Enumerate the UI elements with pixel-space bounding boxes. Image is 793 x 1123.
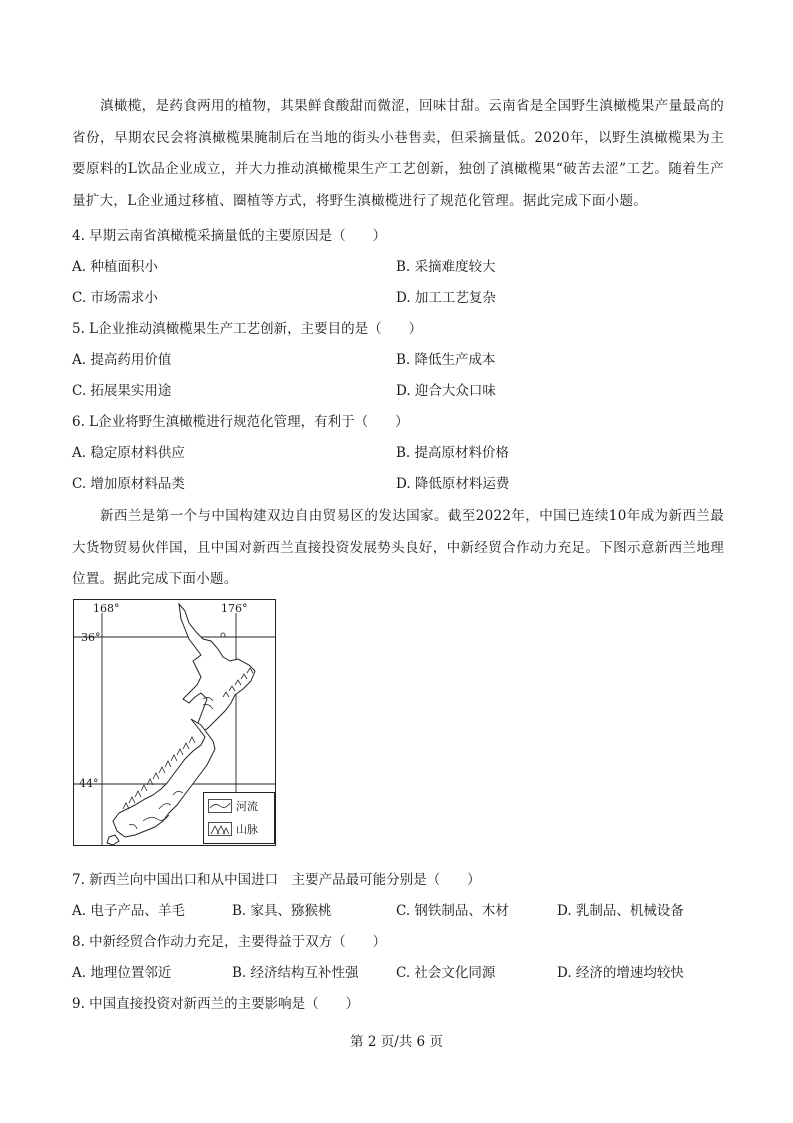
question-9-stem: 9. 中国直接投资对新西兰的主要影响是（ ） (72, 996, 360, 1012)
question-7-stem: 7. 新西兰向中国出口和从中国进口 主要产品最可能分别是（ ） (72, 872, 481, 888)
latitude-36-label: 36° (81, 631, 101, 644)
q4-option-c: C. 市场需求小 (72, 290, 158, 306)
q6-option-d: D. 降低原材料运费 (396, 476, 510, 492)
q7-option-b: B. 家具、猕猴桃 (232, 903, 332, 919)
q7-option-c: C. 钢铁制品、木材 (396, 903, 509, 919)
question-4-stem: 4. 早期云南省滇橄榄采摘量低的主要原因是（ ） (72, 228, 387, 244)
q4-option-d: D. 加工工艺复杂 (396, 290, 496, 306)
q8-option-c: C. 社会文化同源 (396, 965, 496, 981)
q6-option-c: C. 增加原材料品类 (72, 476, 185, 492)
q7-option-a: A. 电子产品、羊毛 (72, 903, 185, 919)
passage-new-zealand: 新西兰是第一个与中国构建双边自由贸易区的发达国家。截至2022年，中国已连续10年成为新西兰最大货物贸易伙伴国，且中国对新西兰直接投资发展势头良好，中新经贸合作动力充足。下图示意新西兰地理位置。据此完成下面小题。 (72, 508, 724, 587)
longitude-168-label: 168° (93, 602, 120, 615)
legend-river-label: 河流 (236, 800, 258, 813)
river-icon (208, 799, 232, 813)
legend-river (208, 798, 258, 814)
new-zealand-map (73, 599, 277, 847)
question-6-stem: 6. L企业将野生滇橄榄进行规范化管理，有利于（ ） (72, 414, 409, 430)
map-legend (203, 792, 275, 844)
q8-option-b: B. 经济结构互补性强 (232, 965, 359, 981)
latitude-44-label: 44° (79, 777, 99, 790)
q8-option-d: D. 经济的增速均较快 (557, 965, 684, 981)
q6-option-a: A. 稳定原材料供应 (72, 445, 185, 461)
q5-option-a: A. 提高药用价值 (72, 352, 172, 368)
q7-option-d: D. 乳制品、机械设备 (557, 903, 684, 919)
q5-option-d: D. 迎合大众口味 (396, 383, 496, 399)
q5-option-b: B. 降低生产成本 (396, 352, 496, 368)
page-footer: 第 2 页/共 6 页 (350, 1034, 443, 1050)
q6-option-b: B. 提高原材料价格 (396, 445, 510, 461)
north-island (179, 604, 255, 731)
q4-option-a: A. 种植面积小 (72, 259, 158, 275)
passage-olive: 滇橄榄，是药食两用的植物，其果鲜食酸甜而微涩，回味甘甜。云南省是全国野生滇橄榄果产量最高的省份，早期农民会将滇橄榄果腌制后在当地的街头小巷售卖，但采摘量低。2020年，以野生滇橄榄果为主要原料的L饮品企业成立，并大力推动滇橄榄果生产工艺创新，独创了滇橄榄果“破苦去涩”工艺。随着生产量扩大，L企业通过移植、圈植等方式，将野生滇橄榄进行了规范化管理。据此完成下面小题。 (72, 98, 724, 209)
legend-mountain (208, 821, 258, 837)
question-8-stem: 8. 中新经贸合作动力充足，主要得益于双方（ ） (72, 934, 387, 950)
legend-mountain-label: 山脉 (236, 823, 258, 836)
small-island (221, 633, 225, 637)
q5-option-c: C. 拓展果实用途 (72, 383, 172, 399)
q4-option-b: B. 采摘难度较大 (396, 259, 496, 275)
longitude-176-label: 176° (221, 602, 248, 615)
question-5-stem: 5. L企业推动滇橄榄果生产工艺创新，主要目的是（ ） (72, 321, 423, 337)
mountain-icon (208, 822, 232, 836)
stewart-island (107, 835, 119, 845)
q8-option-a: A. 地理位置邻近 (72, 965, 172, 981)
